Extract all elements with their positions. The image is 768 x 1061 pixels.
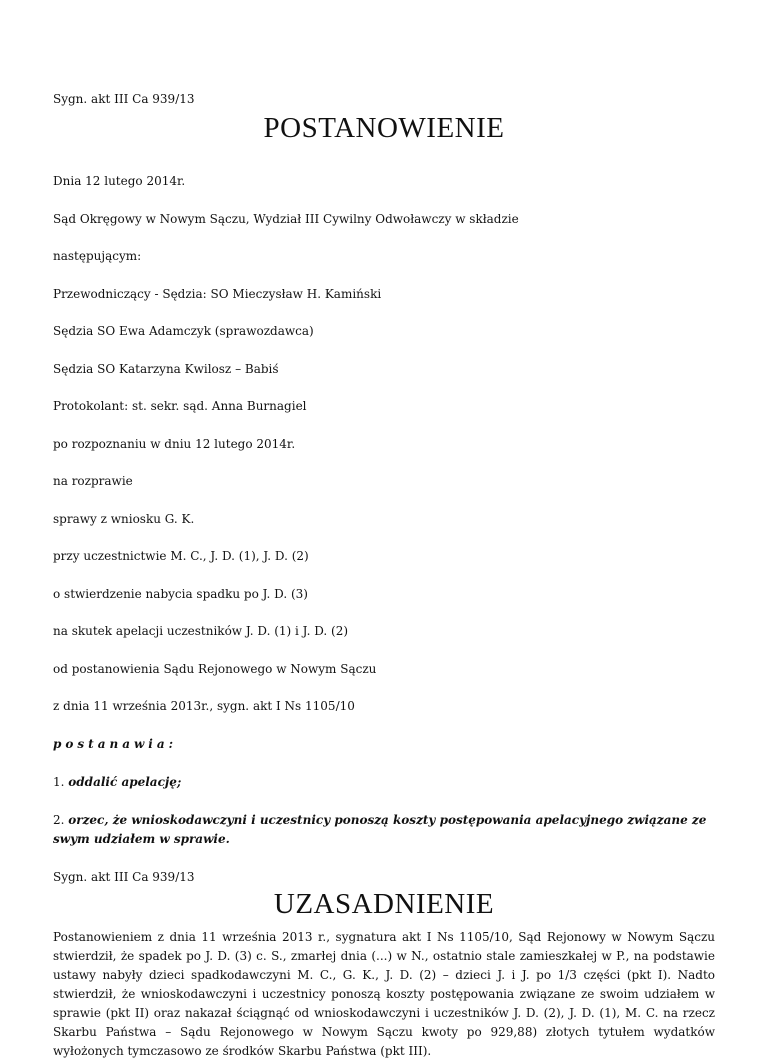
court-composition-line2: następującym:: [53, 249, 142, 263]
case-applicant: sprawy z wniosku G. K.: [53, 512, 195, 526]
justification-paragraph-1: Postanowieniem z dnia 11 września 2013 r., sygnatura akt I Ns 1105/10, Sąd Rejonowy w Nowym Sączu stwierdził, że spadek po J. D. (3) c. S., zmarłej dnia (...) w N., ostatnio stale zamieszkałej w P., na podstawie ustawy nabyły dzieci spadkodawczyni M. C., G. K., J. D. (2) – dzieci J. i J. po 1/3 części (pkt I). Nadto stwierdził, że wnioskodawczyni i uczestnicy ponoszą koszty postępowania związane ze swoim udziałem w sprawie (pkt II) oraz nakazał ściągnąć od wnioskodawczyni i uczestników J. D. (2), J. D. (1), M. C. na rzecz Skarbu Państwa – Sądu Rejonowego w Nowym Sączu kwoty po 929,88) złotych tytułem wydatków wyłożonych tymczasowo ze środków Skarbu Państwa (pkt III).: [53, 930, 715, 1058]
ruling-item-number: 1.: [53, 775, 65, 789]
ruling-date: Dnia 12 lutego 2014r.: [53, 174, 186, 188]
presiding-judge: Przewodniczący - Sędzia: SO Mieczysław H. Kamiński: [53, 287, 382, 301]
ruling-item-2-continued: swym udziałem w sprawie.: [53, 832, 230, 846]
justification-signature: Sygn. akt III Ca 939/13: [53, 870, 195, 884]
appealed-decision-date: z dnia 11 września 2013r., sygn. akt I Ns 1105/10: [53, 699, 355, 713]
document-title: POSTANOWIENIE: [263, 112, 505, 144]
ruling-item-2: [53, 813, 706, 827]
court-composition-line1: Sąd Okręgowy w Nowym Sączu, Wydział III Cywilny Odwoławczy w składzie: [53, 212, 519, 226]
hearing-date: po rozpoznaniu w dniu 12 lutego 2014r.: [53, 437, 296, 451]
case-participants: przy uczestnictwie M. C., J. D. (1), J. D. (2): [53, 549, 309, 563]
ruling-item-1: [53, 775, 181, 789]
case-signature: Sygn. akt III Ca 939/13: [53, 92, 195, 106]
justification-title: UZASADNIENIE: [273, 888, 495, 920]
judge-second: Sędzia SO Katarzyna Kwilosz – Babiś: [53, 362, 279, 376]
case-subject: o stwierdzenie nabycia spadku po J. D. (3): [53, 587, 308, 601]
ruling-item-text: orzec, że wnioskodawczyni i uczestnicy ponoszą koszty postępowania apelacyjnego związane ze: [68, 813, 707, 827]
judge-rapporteur: Sędzia SO Ewa Adamczyk (sprawozdawca): [53, 324, 314, 338]
ruling-heading: postanawia:: [53, 737, 178, 751]
appeal-parties: na skutek apelacji uczestników J. D. (1) i J. D. (2): [53, 624, 349, 638]
appealed-decision: od postanowienia Sądu Rejonowego w Nowym Sączu: [53, 662, 377, 676]
ruling-item-number: 2.: [53, 813, 65, 827]
hearing-type: na rozprawie: [53, 474, 133, 488]
ruling-item-text: oddalić apelację;: [68, 775, 182, 789]
court-clerk: Protokolant: st. sekr. sąd. Anna Burnagiel: [53, 399, 307, 413]
